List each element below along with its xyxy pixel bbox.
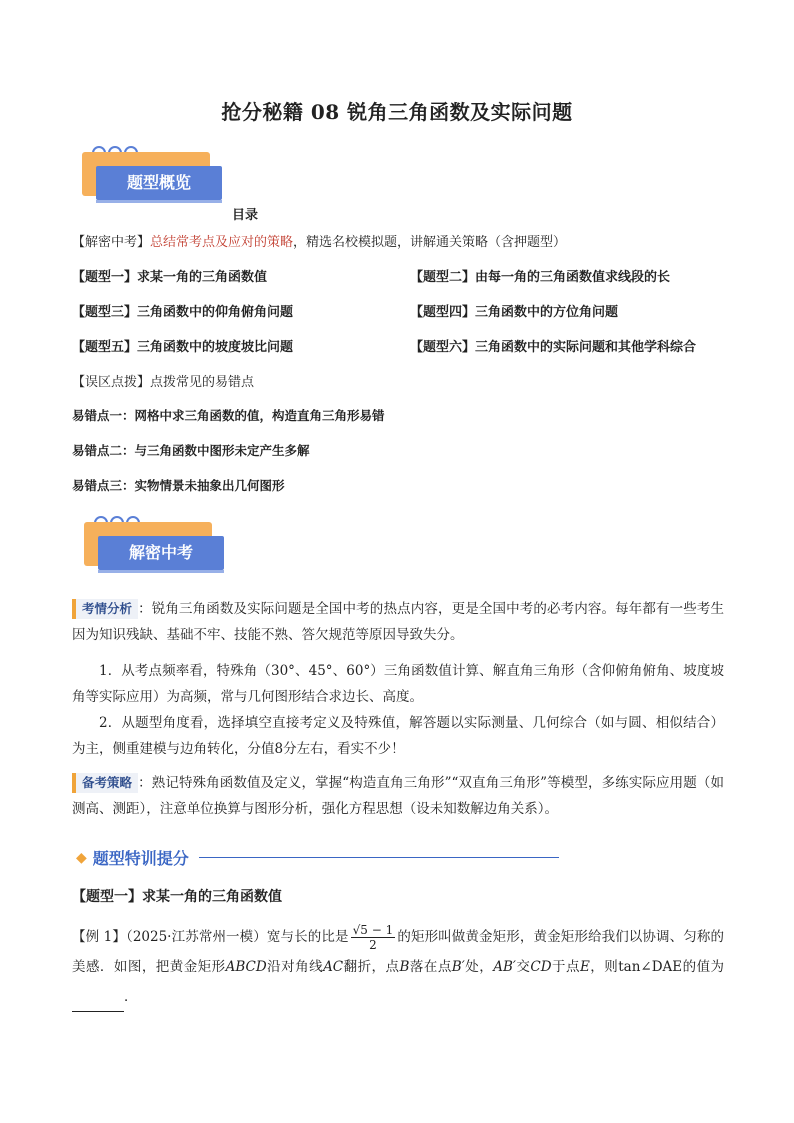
wuqu-line: 【误区点拨】点拨常见的易错点 xyxy=(72,375,255,390)
beikao-tag: 备考策略 xyxy=(72,773,138,793)
type-4-item: 【题型四】三角函数中的方位角问题 xyxy=(410,305,619,320)
toc-label: 目录 xyxy=(232,208,259,223)
error-point-1: 易错点一：网格中求三角函数的值，构造直角三角形易错 xyxy=(72,408,385,423)
type-3-item: 【题型三】三角函数中的仰角俯角问题 xyxy=(72,305,294,320)
answer-blank[interactable] xyxy=(72,997,124,1012)
kaoqing-tag: 考情分析 xyxy=(72,599,138,619)
type-1-item: 【题型一】求某一角的三角函数值 xyxy=(72,270,268,285)
type-2-item: 【题型二】由每一角的三角函数值求线段的长 xyxy=(410,270,671,285)
point-2: 2．从题型角度看，选择填空直接考定义及特殊值，解答题以实际测量、几何综合（如与圆、相似结合）为主，侧重建模与边角转化，分值8分左右，看实不少！ xyxy=(72,715,724,757)
section-heading: ◆ 题型特训提分 xyxy=(76,846,559,869)
diamond-icon: ◆ xyxy=(76,849,87,866)
kaoqing-paragraph: 考情分析 ：锐角三角函数及实际问题是全国中考的热点内容，更是全国中考的必考内容。每年都有一些考生因为知识残缺、基础不牢、技能不熟、答欠规范等原因导致失分。 xyxy=(72,601,724,643)
badge-label: 解密中考 xyxy=(128,543,193,562)
type-1-heading: 【题型一】求某一角的三角函数值 xyxy=(72,889,282,905)
golden-ratio-fraction: $\frac{√5 - 1}{2}$ xyxy=(352,923,394,952)
heading-rule xyxy=(199,857,559,858)
section-badge-jiemi xyxy=(82,516,222,586)
beikao-paragraph: 备考策略 ：熟记特殊角函数值及定义，掌握“构造直角三角形”“双直角三角形”等模型，多练实际应用题（如测高、测距），注意单位换算与图形分析，强化方程思想（设未知数解边角关系）。 xyxy=(72,775,724,817)
error-point-2: 易错点二：与三角函数中图形未定产生多解 xyxy=(72,443,310,458)
jiemi-line: 【解密中考】总结常考点及应对的策略，精选名校模拟题，讲解通关策略（含押题型） xyxy=(72,235,567,250)
page-title: 抢分秘籍 08 锐角三角函数及实际问题 xyxy=(221,100,573,124)
badge-label: 题型概览 xyxy=(126,173,191,192)
type-6-item: 【题型六】三角函数中的实际问题和其他学科综合 xyxy=(410,340,697,355)
error-point-3: 易错点三：实物情景未抽象出几何图形 xyxy=(72,478,285,493)
section-badge-overview xyxy=(80,146,220,216)
point-1: 1．从考点频率看，特殊角（30°、45°、60°）三角函数值计算、解直角三角形（含仰俯角俯角、坡度坡角等实际应用）为高频，常与几何图形结合求边长、高度。 xyxy=(72,663,724,705)
example-1: 【例 1】（2025·江苏常州一模）宽与长的比是 $\frac{√5 - 1}{2}$ 的矩形叫做黄金矩形，黄金矩形给我们以协调、匀称的美感．如图，把黄金矩形ABCD沿对角线AC翻折，点B落在点B′处，AB′交CD于点E，则tan∠DAE的值为． xyxy=(72,922,724,1012)
type-5-item: 【题型五】三角函数中的坡度坡比问题 xyxy=(72,340,294,355)
